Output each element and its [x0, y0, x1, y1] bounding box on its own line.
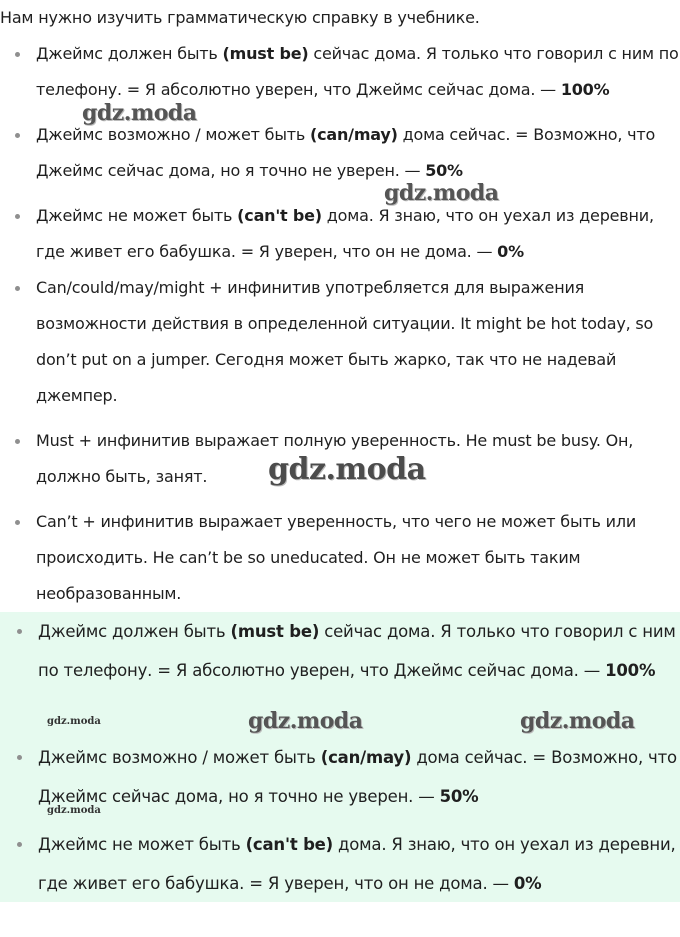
bullet-icon [15, 520, 20, 525]
bullet-icon [17, 629, 22, 634]
list-item: Must + инфинитив выражает полную уверенность. He must be busy. Он, должно быть, занят. [0, 423, 680, 495]
list-item: Джеймс должен быть (must be) сейчас дома. Я только что говорил с ним по телефону. = Я абсолютно уверен, что Джеймс сейчас дома. — 100% [0, 612, 680, 690]
bullet-icon [15, 439, 20, 444]
watermark: gdz.moda [82, 100, 197, 126]
watermark: gdz.moda [268, 452, 426, 487]
watermark: gdz.moda [248, 708, 363, 734]
list-item: Джеймс не может быть (can't be) дома. Я знаю, что он уехал из деревни, где живет его бабушка. = Я уверен, что он не дома. — 0% [0, 825, 680, 903]
watermark: gdz.moda [520, 708, 635, 734]
watermark: gdz.moda [384, 180, 499, 206]
list-item: Джеймс возможно / может быть (can/may) дома сейчас. = Возможно, что Джеймс сейчас дома, но я точно не уверен. — 50% [0, 117, 680, 189]
bullet-icon [15, 286, 20, 291]
bullet-icon [15, 52, 20, 57]
list-item: Can’t + инфинитив выражает уверенность, что чего не может быть или происходить. He can’t be so uneducated. Он не может быть таким необразованным. [0, 504, 680, 612]
bullet-icon [15, 214, 20, 219]
list-item: Джеймс должен быть (must be) сейчас дома. Я только что говорил с ним по телефону. = Я абсолютно уверен, что Джеймс сейчас дома. — 100% [0, 36, 680, 108]
bullet-icon [17, 755, 22, 760]
list-item: Джеймс возможно / может быть (can/may) дома сейчас. = Возможно, что Джеймс сейчас дома, но я точно не уверен. — 50% [0, 738, 680, 816]
list-item: Can/could/may/might + инфинитив употребляется для выражения возможности действия в определенной ситуации. It might be hot today, so don’t put on a jumper. Сегодня может быть жарко, так что не надевай джемпер. [0, 270, 680, 414]
watermark: gdz.moda [47, 805, 101, 816]
list-item: Джеймс не может быть (can't be) дома. Я знаю, что он уехал из деревни, где живет его бабушка. = Я уверен, что он не дома. — 0% [0, 198, 680, 270]
watermark: gdz.moda [47, 716, 101, 727]
bullet-icon [15, 133, 20, 138]
intro-text: Нам нужно изучить грамматическую справку в учебнике. [0, 8, 480, 27]
bullet-icon [17, 842, 22, 847]
